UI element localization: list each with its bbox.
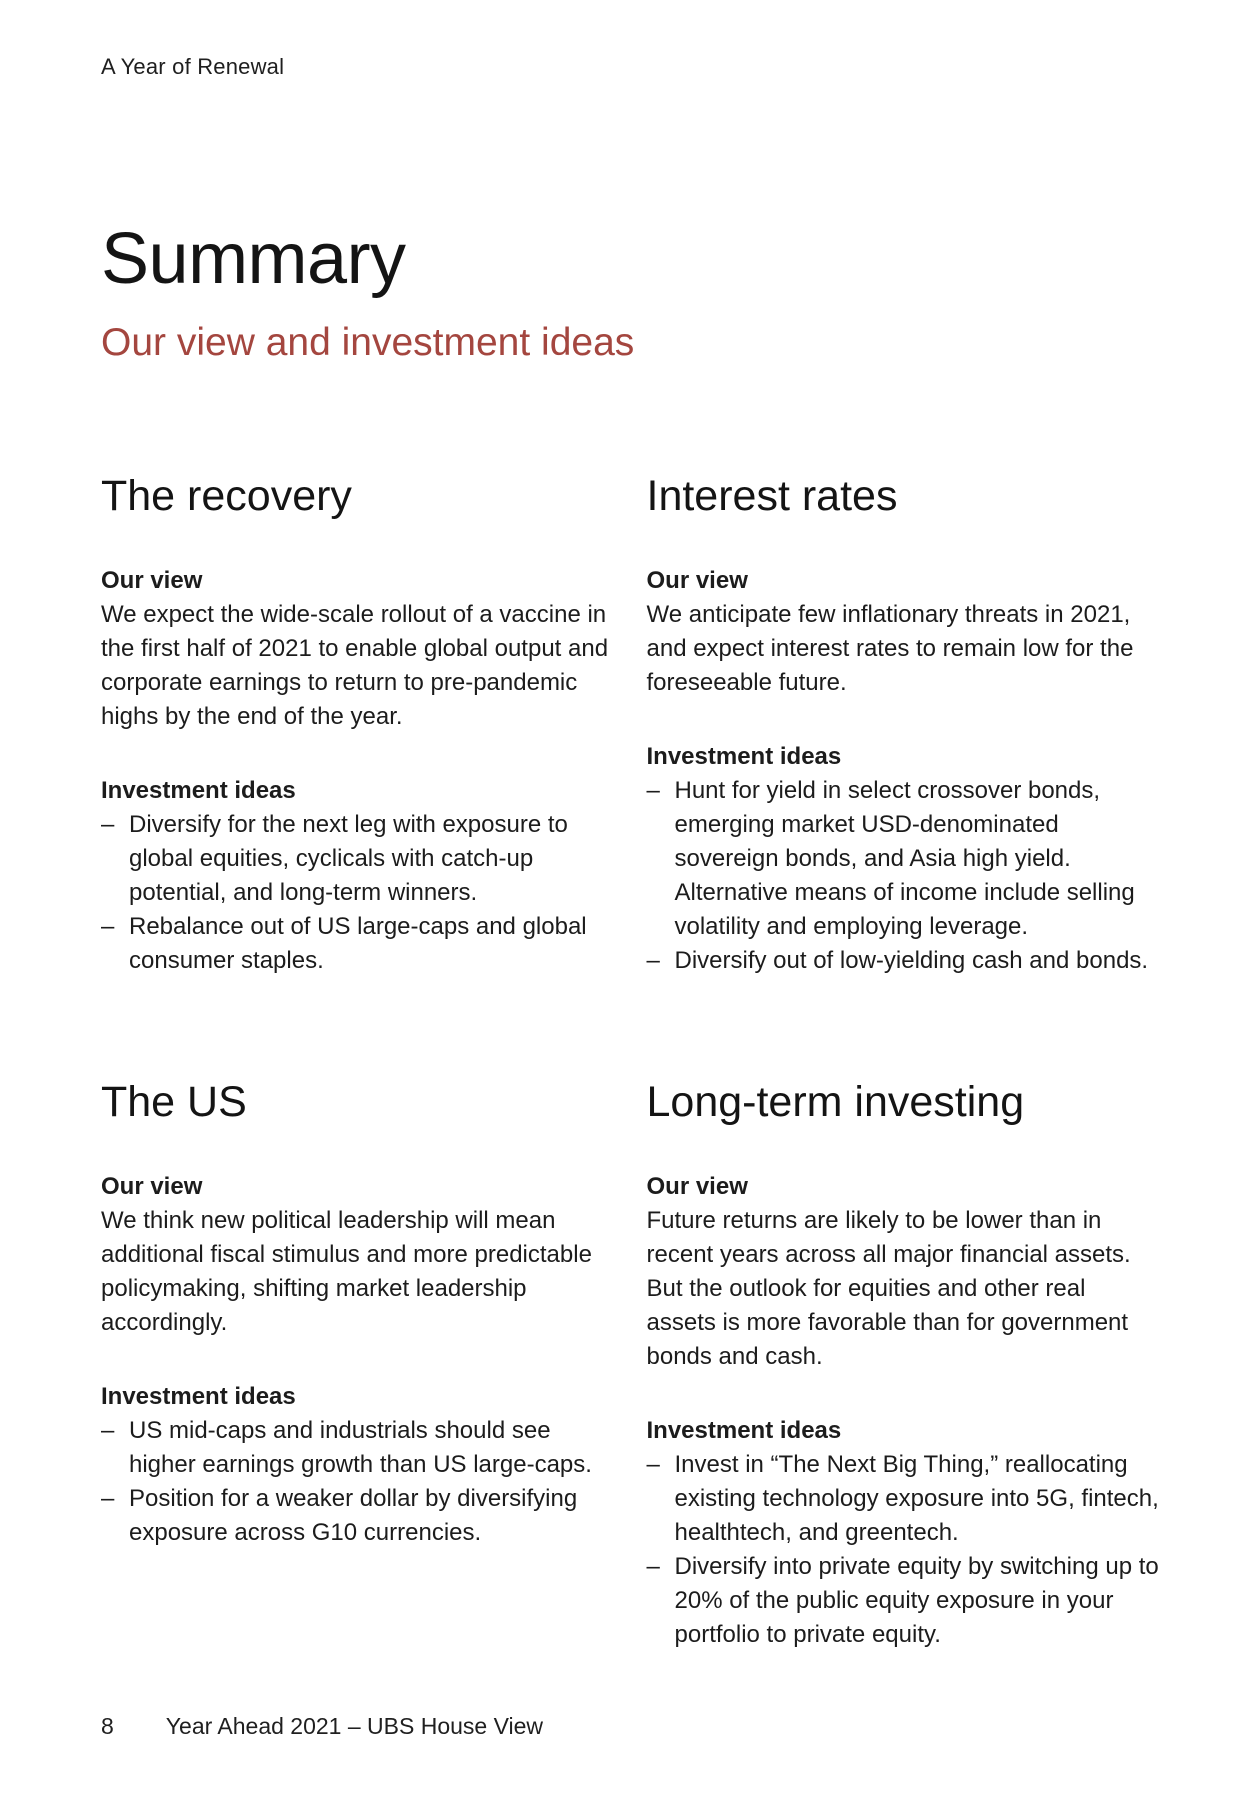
sections-grid — [101, 472, 1160, 1652]
section-heading: Interest rates — [646, 472, 898, 520]
section-interest-rates — [647, 472, 1161, 978]
section-the-recovery — [101, 472, 615, 978]
our-view-text: Future returns are likely to be lower than in recent years across all major financial assets. But the outlook for equities and other real assets is more favorable than for government bonds and cash. — [646, 1207, 1131, 1370]
our-view-label: Our view — [101, 1173, 203, 1200]
investment-ideas-label: Investment ideas — [101, 1383, 296, 1410]
our-view-text: We anticipate few inflationary threats in 2021, and expect interest rates to remain low for the foreseeable future. — [646, 601, 1134, 696]
page-footer — [101, 1712, 543, 1740]
investment-ideas-label: Investment ideas — [646, 743, 842, 770]
our-view-label: Our view — [101, 567, 203, 594]
our-view-label: Our view — [646, 567, 748, 594]
section-heading: Long-term investing — [646, 1078, 1025, 1126]
list-item: – Position for a weaker dollar by diversifying exposure across G10 currencies. — [101, 1482, 615, 1550]
investment-ideas-list — [101, 1414, 615, 1550]
page-subtitle: Our view and investment ideas — [101, 321, 635, 364]
investment-ideas-label: Investment ideas — [101, 777, 296, 804]
list-item: – Rebalance out of US large-caps and global consumer staples. — [101, 910, 615, 978]
investment-ideas-list — [647, 774, 1161, 978]
investment-ideas-list — [647, 1448, 1161, 1652]
section-heading: The recovery — [101, 472, 352, 520]
page-number: 8 — [101, 1713, 114, 1739]
page-title: Summary — [101, 219, 406, 299]
list-item: – Invest in “The Next Big Thing,” reallocating existing technology exposure into 5G, fintech, healthtech, and greentech. — [647, 1448, 1161, 1550]
running-header: A Year of Renewal — [101, 54, 285, 79]
our-view-label: Our view — [646, 1173, 748, 1200]
list-item: – Diversify into private equity by switching up to 20% of the public equity exposure in your portfolio to private equity. — [647, 1550, 1161, 1652]
our-view-text: We think new political leadership will mean additional fiscal stimulus and more predictable policymaking, shifting market leadership accordingly. — [101, 1207, 592, 1336]
investment-ideas-list — [101, 808, 615, 978]
list-item: – US mid-caps and industrials should see higher earnings growth than US large-caps. — [101, 1414, 615, 1482]
list-item: – Diversify out of low-yielding cash and bonds. — [647, 944, 1161, 978]
section-long-term-investing — [647, 1078, 1161, 1652]
investment-ideas-label: Investment ideas — [646, 1417, 842, 1444]
list-item: – Hunt for yield in select crossover bonds, emerging market USD-denominated sovereign bonds, and Asia high yield. Alternative means of income include selling volatility and employing leverage. — [647, 774, 1161, 944]
footer-text: Year Ahead 2021 – UBS House View — [165, 1713, 544, 1739]
list-item: – Diversify for the next leg with exposure to global equities, cyclicals with catch-up potential, and long-term winners. — [101, 808, 615, 910]
our-view-text: We expect the wide-scale rollout of a vaccine in the first half of 2021 to enable global output and corporate earnings to return to pre-pandemic highs by the end of the year. — [101, 601, 609, 730]
section-the-us — [101, 1078, 615, 1652]
section-heading: The US — [101, 1078, 247, 1126]
